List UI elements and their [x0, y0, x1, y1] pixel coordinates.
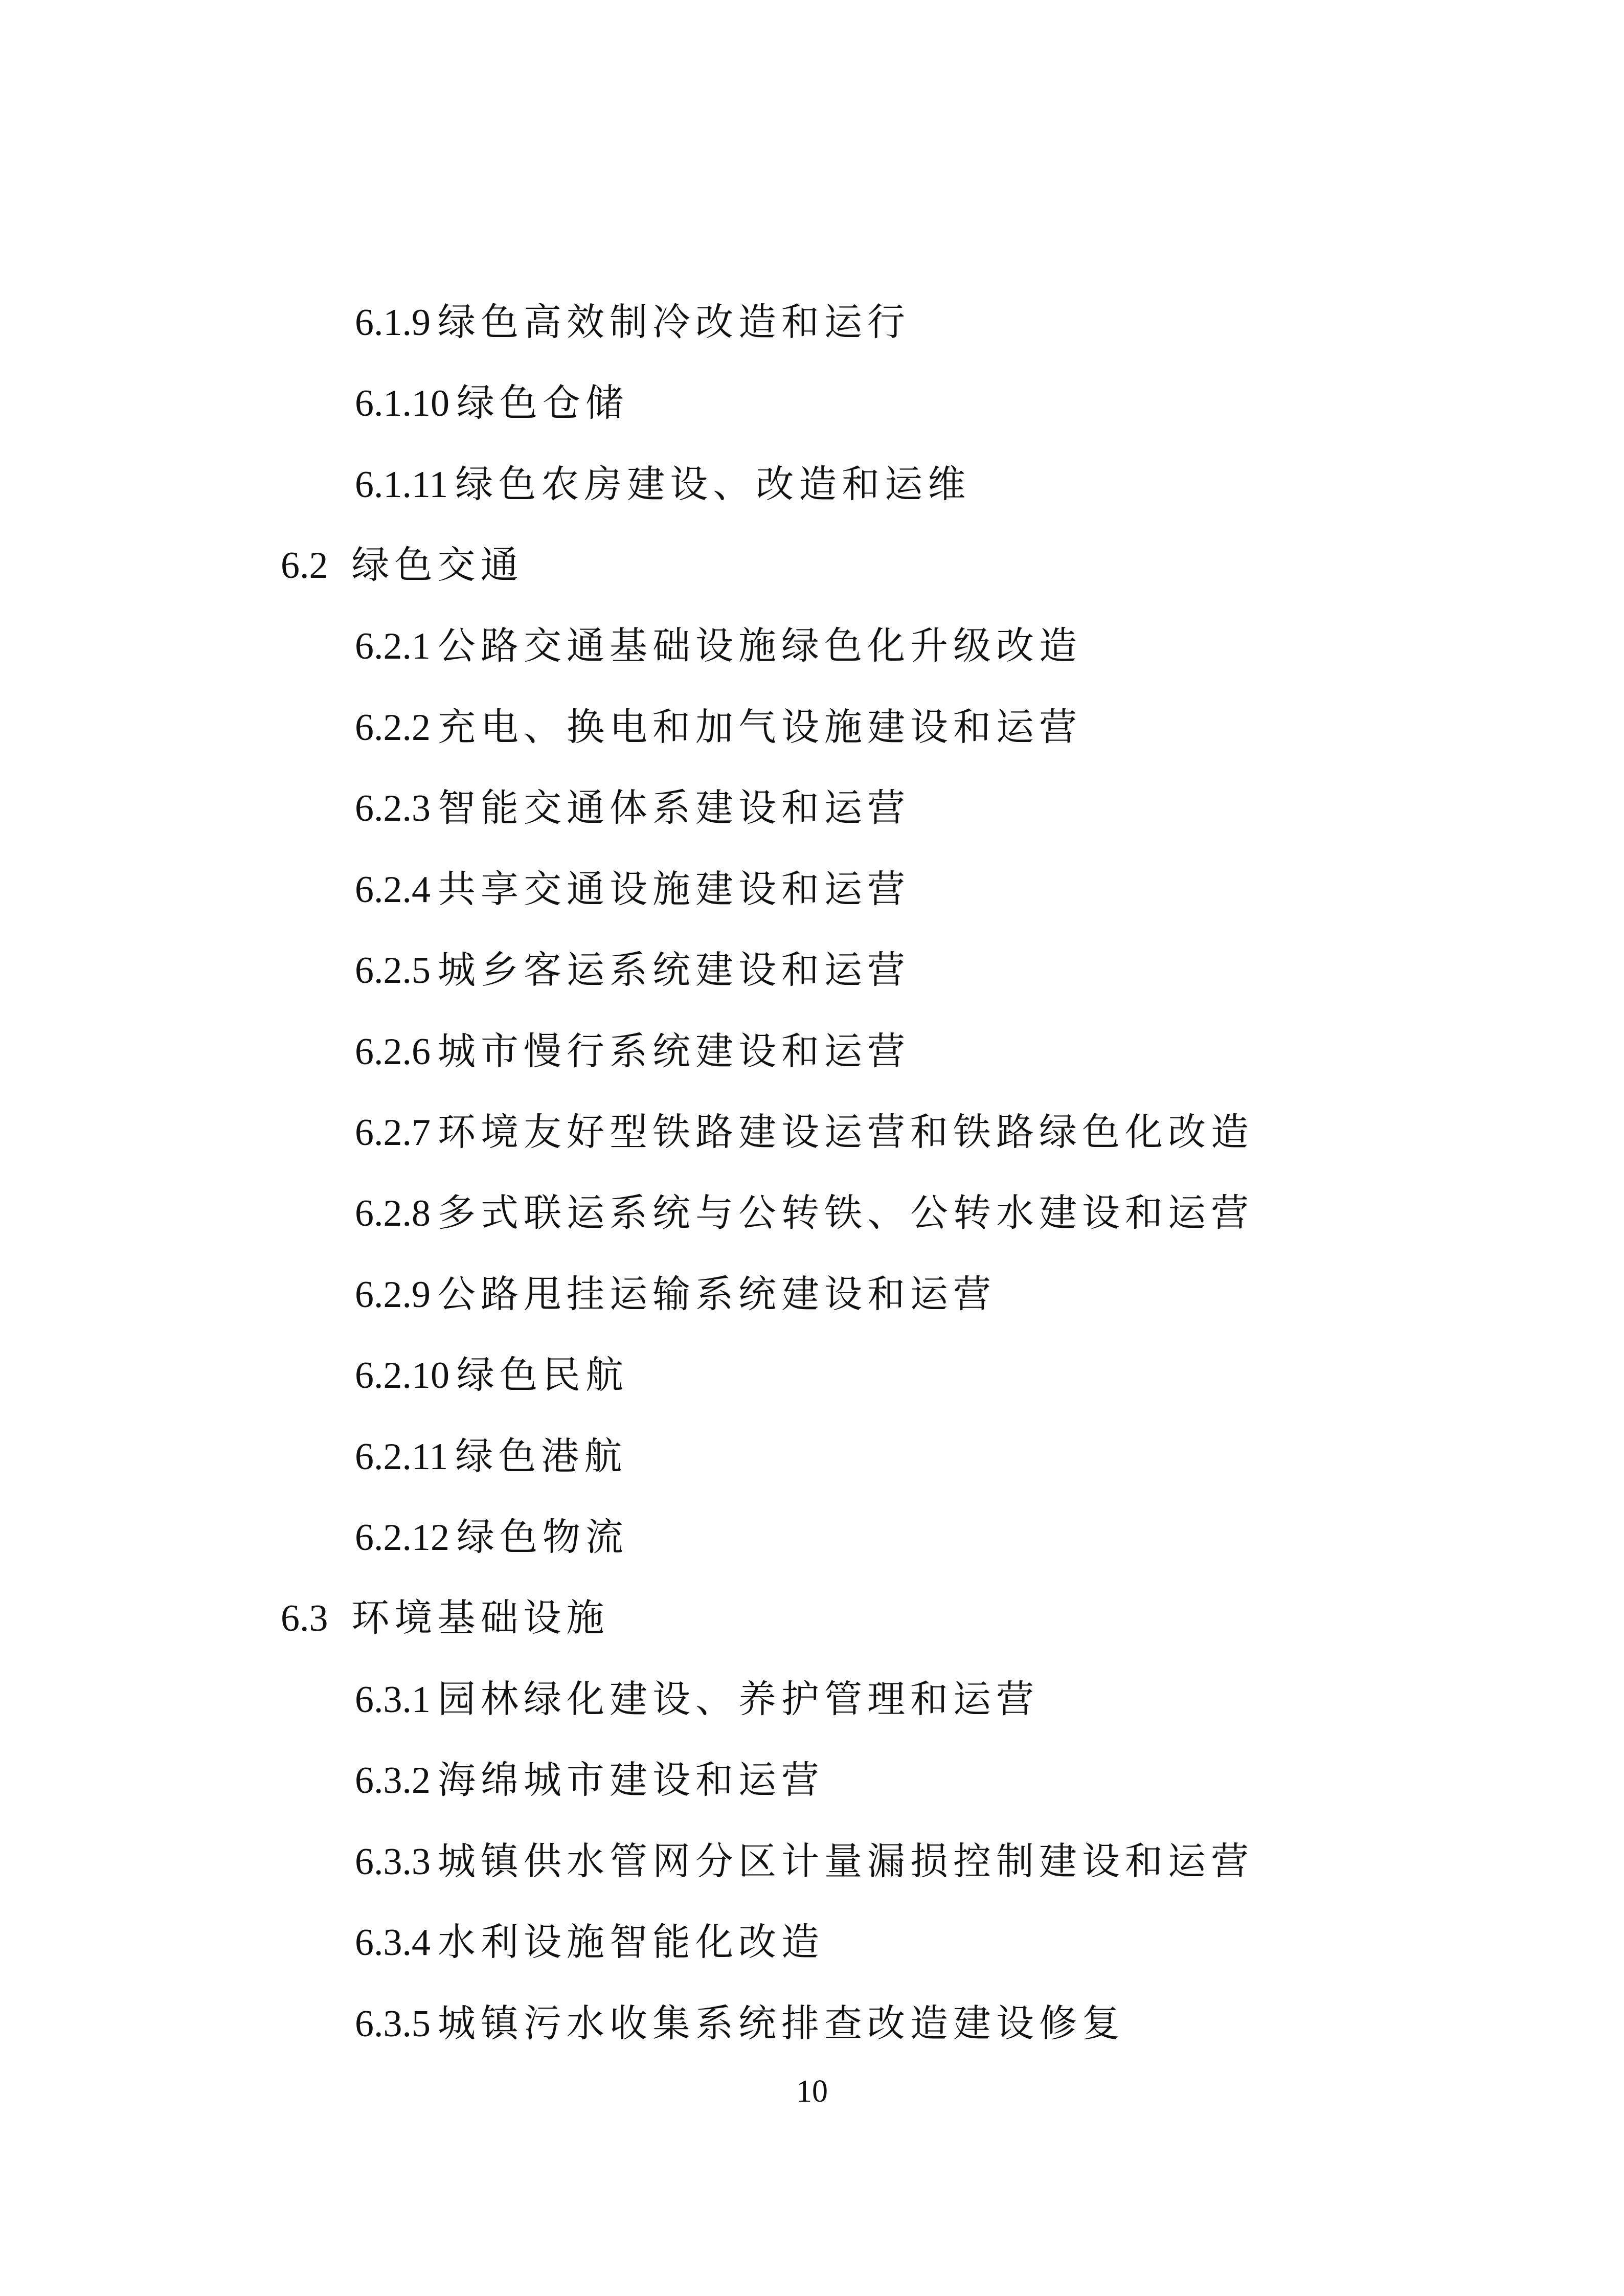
- entry-title: 绿色民航: [457, 1353, 628, 1397]
- toc-entry: [355, 1998, 1125, 2050]
- entry-number: 6.1.10: [355, 382, 449, 424]
- entry-number: 6.2.8: [355, 1192, 431, 1234]
- entry-number: 6.3.2: [355, 1760, 431, 1802]
- entry-number: 6.3.4: [355, 1922, 431, 1964]
- entry-number: 6.2.12: [355, 1517, 449, 1559]
- entry-title: 多式联运系统与公转铁、公转水建设和运营: [438, 1191, 1254, 1235]
- entry-title: 水利设施智能化改造: [438, 1920, 824, 1964]
- toc-entry: [355, 702, 1082, 753]
- toc-entry: [355, 1431, 627, 1482]
- entry-title: 城镇供水管网分区计量漏损控制建设和运营: [438, 1839, 1254, 1883]
- section-number: 6.3: [281, 1597, 328, 1639]
- toc-section-heading: [281, 539, 524, 591]
- toc-entry: [355, 864, 910, 915]
- entry-number: 6.2.5: [355, 950, 431, 992]
- entry-title: 充电、换电和加气设施建设和运营: [438, 705, 1082, 749]
- toc-entry: [355, 782, 910, 834]
- entry-title: 城市慢行系统建设和运营: [438, 1029, 910, 1073]
- entry-title: 海绵城市建设和运营: [438, 1758, 824, 1802]
- entry-number: 6.3.5: [355, 2003, 431, 2045]
- toc-entry: [355, 1917, 824, 1968]
- entry-title: 绿色仓储: [457, 381, 628, 425]
- toc-entry: [355, 620, 1082, 672]
- entry-title: 绿色物流: [457, 1515, 628, 1559]
- entry-number: 6.2.11: [355, 1436, 448, 1478]
- toc-entry: [355, 459, 971, 510]
- section-title: 环境基础设施: [351, 1596, 610, 1640]
- entry-title: 公路交通基础设施绿色化升级改造: [438, 624, 1082, 668]
- toc-entry: [355, 1836, 1254, 1887]
- entry-title: 绿色农房建设、改造和运维: [455, 462, 971, 506]
- toc-entry: [355, 297, 910, 348]
- entry-title: 城乡客运系统建设和运营: [438, 948, 910, 992]
- section-number: 6.2: [281, 545, 328, 587]
- entry-title: 绿色高效制冷改造和运行: [438, 300, 910, 344]
- toc-entry: [355, 1187, 1254, 1239]
- entry-number: 6.3.1: [355, 1679, 431, 1721]
- entry-number: 6.2.6: [355, 1031, 431, 1073]
- entry-number: 6.2.1: [355, 625, 431, 667]
- entry-number: 6.3.3: [355, 1841, 431, 1883]
- toc-section-heading: [281, 1592, 610, 1644]
- toc-entry: [355, 1107, 1254, 1158]
- entry-title: 绿色港航: [455, 1434, 627, 1478]
- entry-number: 6.2.2: [355, 707, 431, 749]
- toc-entry: [355, 1754, 824, 1806]
- page-number: 10: [796, 2074, 828, 2109]
- entry-number: 6.1.11: [355, 464, 448, 506]
- entry-title: 城镇污水收集系统排查改造建设修复: [438, 2001, 1125, 2045]
- entry-title: 共享交通设施建设和运营: [438, 867, 910, 911]
- toc-entry: [355, 1269, 996, 1320]
- toc-entry: [355, 944, 910, 996]
- toc-entry: [355, 1674, 1039, 1725]
- toc-entry: [355, 1026, 910, 1077]
- toc-entry: [355, 1349, 628, 1401]
- entry-number: 6.2.4: [355, 869, 431, 911]
- entry-number: 6.2.7: [355, 1112, 431, 1154]
- entry-number: 6.2.10: [355, 1355, 449, 1397]
- entry-title: 智能交通体系建设和运营: [438, 786, 910, 830]
- entry-number: 6.2.9: [355, 1274, 431, 1316]
- entry-title: 公路甩挂运输系统建设和运营: [438, 1272, 996, 1316]
- entry-title: 环境友好型铁路建设运营和铁路绿色化改造: [438, 1110, 1254, 1154]
- toc-entry: [355, 377, 628, 429]
- toc-entry: [355, 1512, 628, 1563]
- entry-number: 6.1.9: [355, 302, 431, 344]
- section-title: 绿色交通: [351, 543, 524, 587]
- entry-title: 园林绿化建设、养护管理和运营: [438, 1677, 1039, 1721]
- entry-number: 6.2.3: [355, 787, 431, 829]
